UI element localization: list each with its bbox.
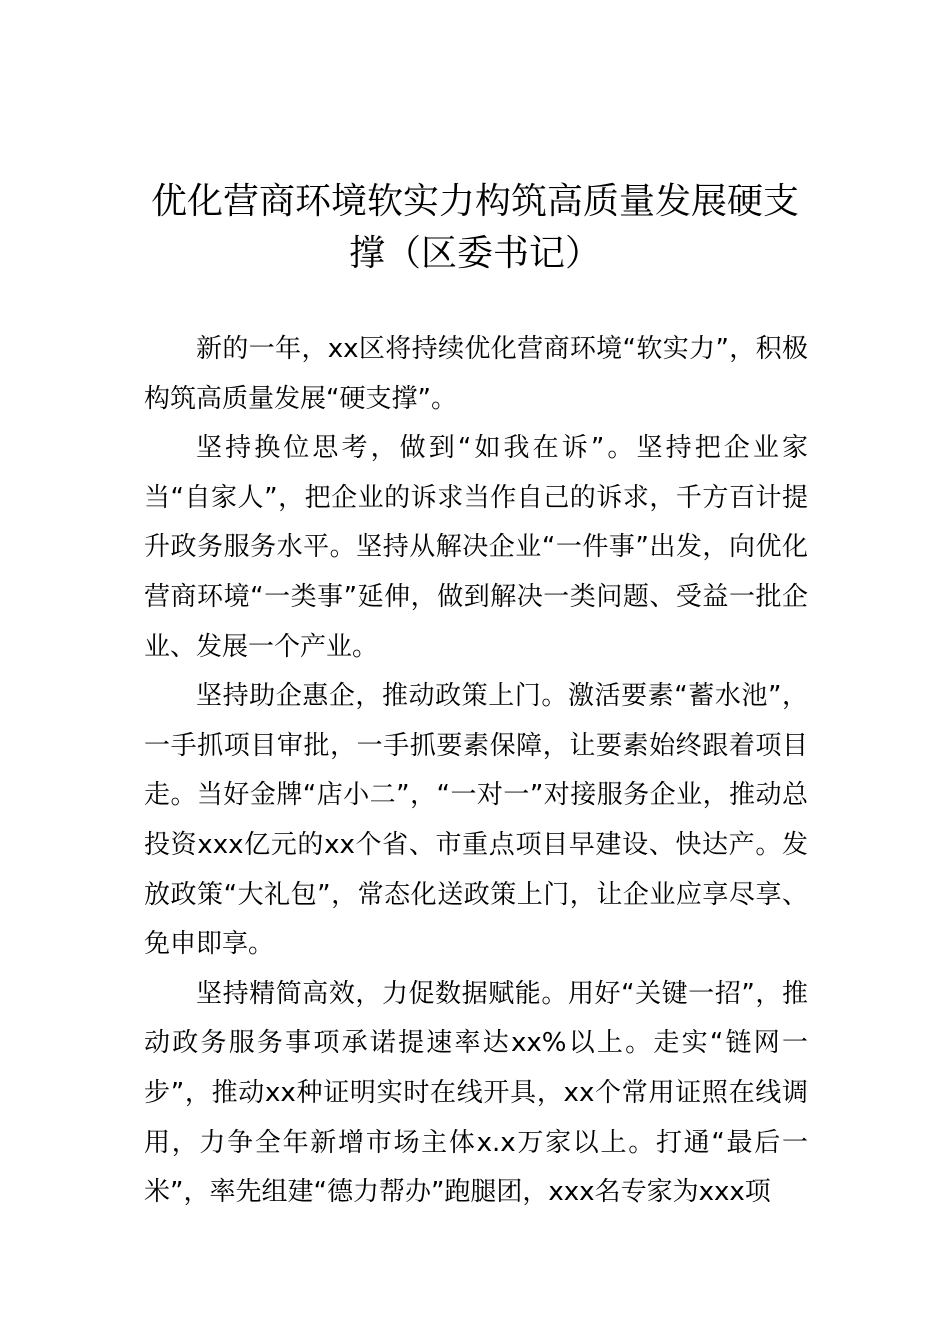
paragraph-perspective: 坚持换位思考，做到“如我在诉”。坚持把企业家当“自家人”，把企业的诉求当作自己的诉求，千方百计提升政务服务水平。坚持从解决企业“一件事”出发，向优化营商环境“一类事”延伸，做到解决一类问题、受益一批企业、发展一个产业。 — [144, 433, 808, 662]
paragraph-efficiency: 坚持精简高效，力促数据赋能。用好“关键一招”，推动政务服务事项承诺提速率达xx%以上。走实“链网一步”，推动xx种证明实时在线开具，xx个常用证照在线调用，力争全年新增市场主体x.x万家以上。打通“最后一米”，率先组建“德力帮办”跑腿团，xxx名专家为xxx项 — [144, 978, 808, 1208]
document-title: 优化营商环境软实力构筑高质量发展硬支撑（区委书记） — [150, 181, 799, 274]
paragraph-policy: 坚持助企惠企，推动政策上门。激活要素“蓄水池”，一手抓项目审批，一手抓要素保障，让要素始终跟着项目走。当好金牌“店小二”，“一对一”对接服务企业，推动总投资xxx亿元的xx个省、市重点项目早建设、快达产。发放政策“大礼包”，常态化送政策上门，让企业应享尽享、免申即享。 — [144, 681, 808, 960]
paragraph-intro: 新的一年，xx区将持续优化营商环境“软实力”，积极构筑高质量发展“硬支撑”。 — [144, 334, 808, 414]
document-body — [144, 325, 808, 1218]
